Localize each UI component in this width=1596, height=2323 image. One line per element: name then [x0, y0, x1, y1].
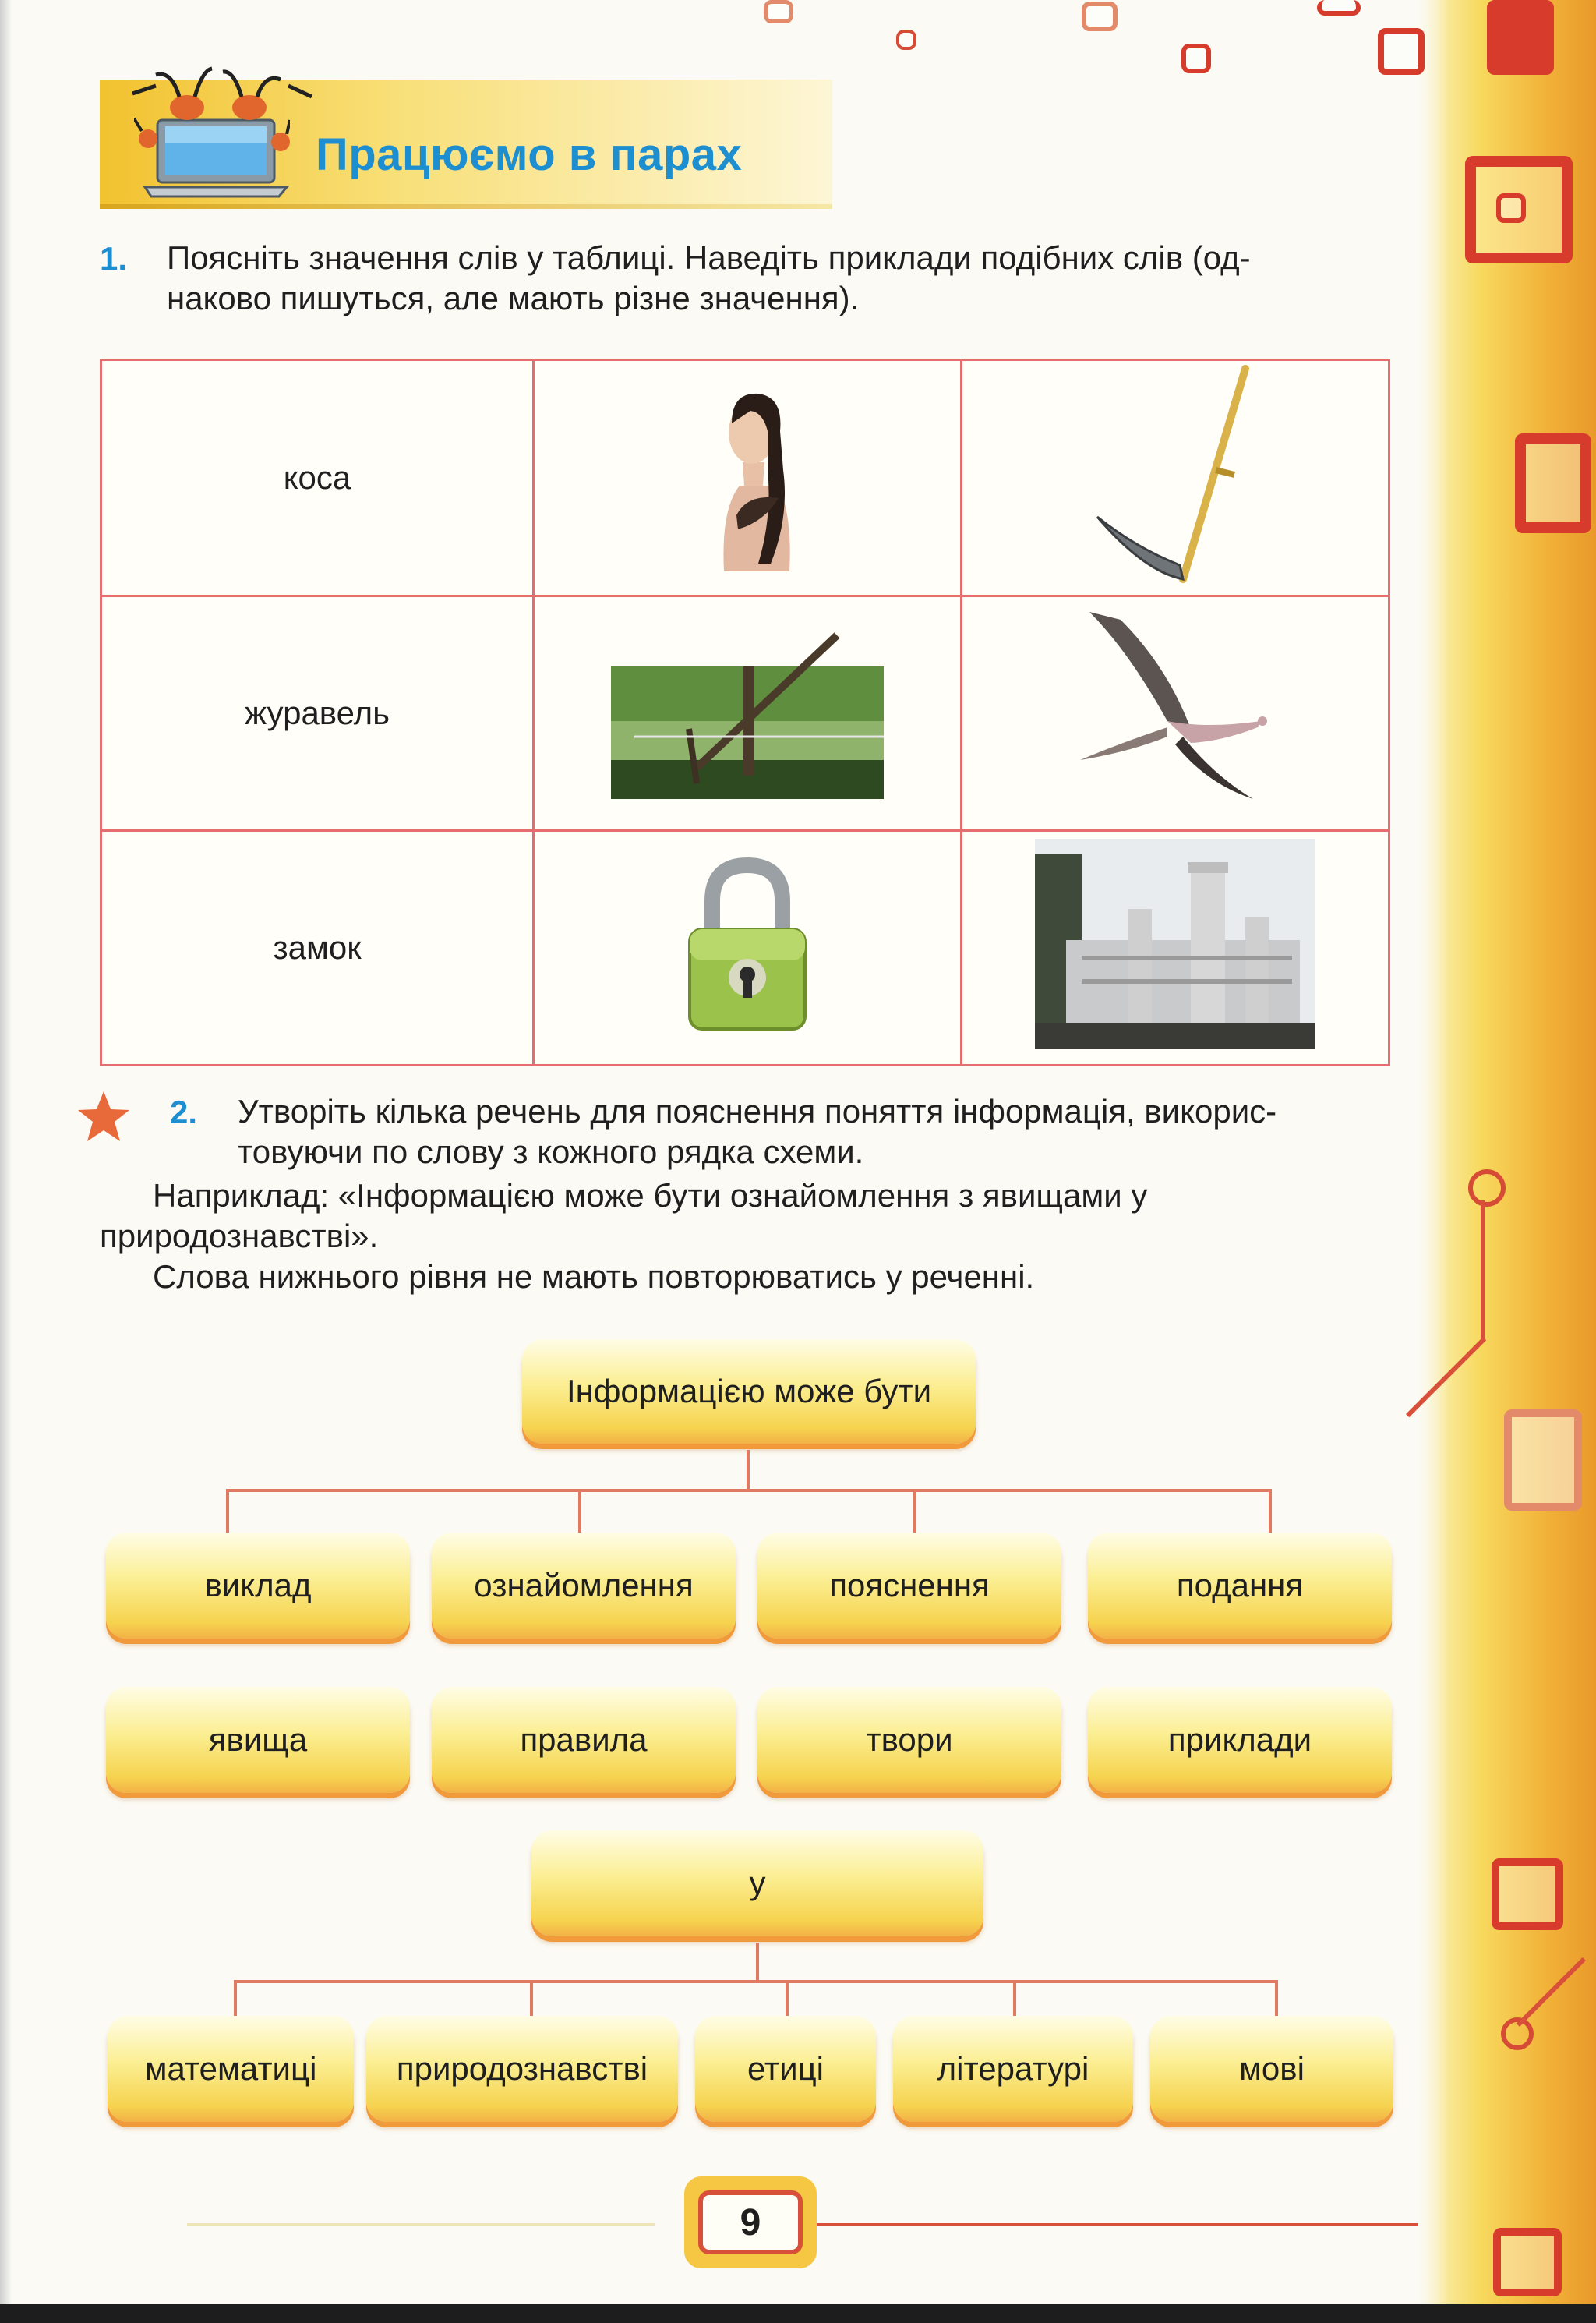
- scheme-level1-box: подання: [1088, 1533, 1392, 1639]
- task-text-line: Поясніть значення слів у таблиці. Наведіть приклади подібних слів (од-: [167, 239, 1251, 276]
- scheme-connector: [786, 1980, 789, 2016]
- table-cell-word: коса: [101, 360, 534, 596]
- table-cell-word: журавель: [101, 596, 534, 831]
- laptop-with-ants-icon: [134, 115, 290, 200]
- scheme-level2-box: твори: [757, 1687, 1061, 1793]
- decor-circle-icon: [1468, 1169, 1506, 1207]
- decor-square-icon: [1493, 2228, 1562, 2296]
- decor-square-icon: [1504, 1409, 1582, 1511]
- table-row: [101, 596, 1389, 831]
- task-number: 2.: [170, 1094, 198, 1130]
- table-cell-word: замок: [101, 831, 534, 1066]
- table-cell-image: [962, 831, 1389, 1066]
- decor-square-icon: [896, 30, 916, 50]
- table-row: [101, 360, 1389, 596]
- scheme-connector: [1013, 1980, 1016, 2016]
- scheme-level1-box: виклад: [106, 1533, 410, 1639]
- star-icon: [76, 1090, 131, 1144]
- table-cell-image: [962, 360, 1389, 596]
- task-text-line: товуючи по слову з кожного рядка схеми.: [238, 1133, 864, 1170]
- page-left-edge: [0, 0, 11, 2323]
- page-number-badge: [684, 2176, 817, 2268]
- section-title: Працюємо в парах: [316, 129, 743, 180]
- scheme-level3-box: природознавстві: [366, 2016, 678, 2122]
- table-cell-image: [534, 596, 962, 831]
- decor-square-icon: [764, 0, 793, 23]
- page-number: 9: [698, 2190, 803, 2254]
- decor-square-icon: [1515, 433, 1591, 533]
- decor-square-icon: [1496, 193, 1526, 223]
- scheme-connector: [234, 1980, 1278, 1983]
- decor-square-icon: [1181, 44, 1211, 73]
- scheme-connector: [756, 1943, 759, 1982]
- task-text: [238, 1091, 1399, 1172]
- decor-square-icon: [1492, 1858, 1563, 1930]
- scheme-connector: [226, 1489, 229, 1533]
- scheme-level1-box: пояснення: [757, 1533, 1061, 1639]
- table-row: [101, 831, 1389, 1066]
- scheme-level3-box: математиці: [108, 2016, 354, 2122]
- girl-with-braid-image: [693, 377, 802, 571]
- decor-square-icon: [1378, 28, 1425, 75]
- scheme-level1-box: ознайомлення: [432, 1533, 736, 1639]
- scythe-image: [1074, 361, 1276, 587]
- scheme-level2-box: правила: [432, 1687, 736, 1793]
- scheme-level2-box: приклади: [1088, 1687, 1392, 1793]
- scheme-level2-box: явища: [106, 1687, 410, 1793]
- scheme-connector: [578, 1489, 581, 1533]
- example-text: [100, 1176, 1393, 1297]
- ants-icon: [125, 62, 320, 125]
- scheme-connector: [1269, 1489, 1272, 1533]
- scheme-level3-box: літературі: [893, 2016, 1133, 2122]
- example-line: Наприклад: «Інформацією може бути ознайомлення з явищами у: [153, 1177, 1148, 1214]
- table-cell-image: [534, 831, 962, 1066]
- decor-square-icon: [1082, 2, 1118, 31]
- table-cell-image: [534, 360, 962, 596]
- decor-line: [1481, 1200, 1485, 1341]
- scheme-root-box: Інформацією може бути: [522, 1339, 976, 1444]
- scheme-connector-box: у: [531, 1830, 983, 1936]
- page-bottom-edge: [0, 2304, 1596, 2323]
- well-sweep-image: [611, 620, 884, 799]
- scheme-level3-box: етиці: [695, 2016, 876, 2122]
- scheme-connector: [913, 1489, 916, 1533]
- decor-square-icon: [1317, 0, 1361, 16]
- padlock-image: [677, 854, 817, 1034]
- decor-line: [187, 2223, 655, 2226]
- scheme-connector: [747, 1450, 750, 1490]
- task-text: [167, 238, 1390, 319]
- scheme-connector: [530, 1980, 533, 2016]
- decor-square-icon: [1487, 0, 1554, 75]
- task-text-line: Утворіть кілька речень для пояснення поняття інформація, викорис-: [238, 1093, 1277, 1130]
- task-number: 1.: [100, 240, 128, 277]
- note-line: Слова нижнього рівня не мають повторюватись у реченні.: [153, 1258, 1035, 1295]
- example-line: природознавстві».: [100, 1218, 379, 1254]
- table-cell-image: [962, 596, 1389, 831]
- scheme-level3-box: мові: [1150, 2016, 1393, 2122]
- crane-bird-image: [1074, 604, 1276, 815]
- scheme-connector: [226, 1489, 1272, 1492]
- scheme-connector: [234, 1980, 237, 2016]
- decor-line: [810, 2223, 1418, 2226]
- scheme-connector: [1275, 1980, 1278, 2016]
- task-text-line: наково пишуться, але мають різне значення).: [167, 280, 860, 316]
- words-table: [100, 359, 1390, 1066]
- castle-image: [1035, 839, 1315, 1049]
